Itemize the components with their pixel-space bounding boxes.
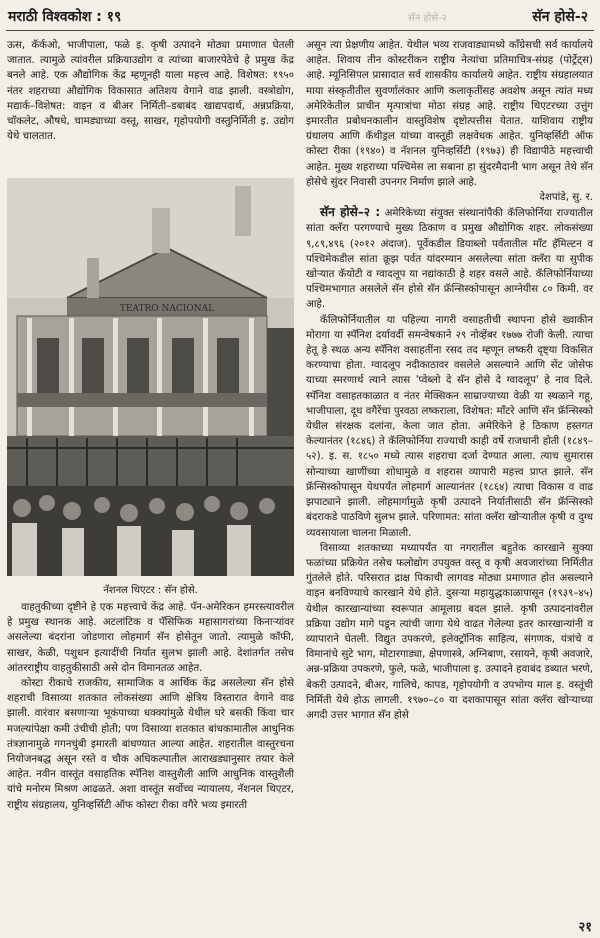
svg-text:TEATRO NACIONAL: TEATRO NACIONAL (119, 304, 215, 314)
paragraph: कॅलिफोर्नियातील या पहिल्या नागरी वसाहतीची स्थापना होसे ख्वाकीन मोरागा या स्पॅनिश दर्यावर्दी समन्वेषकाने २९ नोव्हेंबर १७७७ रोजी केली. त्याचा हेतू हे स्थळ अन्य स्पॅनिश वसाहतींना रसद तद म्हणून लष्करी दृष्ट्या विकसित करण्याचा होता. ग्वादलूप नदीकाठावर वसलेले असल्याने आणि सेंट जोसेफ याच्या स्मरणार्थ त्याने त्यास 'प्वेब्लो दे सॅन होसे दे ग्वादलूप' हे नाव दिले. स्पॅनिश वसाहतकाळात व नंतर मेक्सिकन साम्राज्याच्या वेळी या स्थळाने गहू, भाजीपाला, दूध वगैरेंचा पुरवठा लष्कराला, विशेषत: माँटरे आणि सॅन फ्रॅन्सिस्को येथील संरक्षक दलांना, केला जात होता. अमेरिकेने हे ठिकाण हस्तगत केल्यानंतर (१८४६) ते कॅलिफोर्निया राज्याची काही वर्षे राजधानी होती (१८४९–५२). इ. स. १८५० मध्ये त्यास शहराचा दर्जा देण्यात आला. त्याच सुमारास सोन्याच्या खाणींच्या शोधामुळे व शहरास व्यापारी महत्त्व प्राप्त झाले. सॅन फ्रॅन्सिस्कोपासून येथपर्यंत लोहमार्ग आल्यानंतर (१८६४) त्याचा विकास व वाढ झपाट्याने झाली. लोहमार्गामुळे कृषी उत्पादने निर्यातीसाठी सॅन फ्रॅन्सिस्को बंदराकडे पाठविणे सुलभ झाले. परिणामत: सांता क्लॅरा खोऱ्यातील कृषी व दुग्ध व्यवसायाला चालना मिळाली. (306, 314, 593, 539)
paragraph: वाहतुकीच्या दृष्टीने हे एक महत्त्वाचे केंद्र आहे. पॅन-अमेरिकन हमरस्त्यावरील हे प्रमुख स्थानक आहे. अटलांटिक व पॅसिफिक महासागरांच्या किनाऱ्यांवर असलेल्या बंदरांना जोडणारा लोहमार्ग सॅन होसेतून जातो. त्यामुळे कॉफी, साखर, केळी, पशुधन इत्यादींची निर्यात सुलभ झाली आहे. देशांतर्गत तसेच आंतरराष्ट्रीय वाहतुकीसाठी असे दोन विमानतळ आहेत. (7, 602, 294, 674)
paragraph: विसाव्या शतकाच्या मध्यापर्यंत या नगरातील बहुतेक कारखाने सुक्या फळांच्या प्रक्रियेत तसेच फलोद्योग उपयुक्त वस्तू व कृषी अवजारांच्या निर्मितीत गुंतलेले होते. परिसरात द्राक्ष पिकाची लागवड मोठ्या प्रमाणात होत असल्याने वाइन बनविण्याचे कारखाने येथे होते. दुसऱ्या महायुद्धकाळापासून (१९३९–४५) येथील कारखान्यांच्या स्वरूपात आमूलाग्र बदल झाले. कृषी उत्पादनांवरील प्रक्रिया उद्योग मागे पडून त्यांची जागा येथे वाढत गेलेल्या इतर कारखान्यांनी व व्यापाराने घेतली. विद्युत उपकरणे, इलेक्ट्रॉनिक साहित्य, संगणक, यंत्रांचे व विमानांचे सुटे भाग, मोटारगाड्या, क्षेपणास्त्रे, अग्निबाण, रसायने, कृषी अवजारे, अन्न-प्रक्रिया उपकरणे, फुले, फळे, भाजीपाला इ. उत्पादने हवाबंद डब्यात भरणे, बेकरी उत्पादने, बीअर, गालिचे, कापड, गृहोपयोगी व उपभोग्य माल इ. वस्तूंची निर्मिती येथे होऊ लागली. १९७०–८० या दशकापासून सांता क्लॅरा खोऱ्याच्या अगदी उत्तर भागात सॅन होसे (306, 542, 593, 721)
paragraph: कोस्टा रीकाचे राजकीय, सामाजिक व आर्थिक केंद्र असलेल्या सॅन होसे शहराची विसाव्या शतकात लोकसंख्या आणि क्षेत्रिय विस्तारात वेगाने वाढ झाली. वारंवार बसणाऱ्या भूकंपाच्या धक्क्यांमुळे येथील घरे बसकी किंवा चार मजल्यांपेक्षा कमी उंचीची होती; पण विसाव्या शतकात बांधकामातील आधुनिक तंत्रज्ञानामुळे गगनचुंबी इमारती बांधण्यात आल्या आहेत. शहरातील वास्तुरचना नियोजनबद्ध असून रस्ते व चौक अधिकल्पातील आराखड्यानुसार तयार केले आहेत. नवीन वास्तूंत वसाहतिक स्पॅनिश वास्तुशैली आणि आधुनिक वास्तुशैली यांचे मनोरम मिश्रण आढळते. अशा वास्तूंत सर्वोच्च न्यायालय, नॅशनल थिएटर, राष्ट्रीय संग्रहालय, युनिव्हर्सिटी ऑफ कोस्टा रीका वगैरे भव्य इमारती (7, 678, 294, 811)
entry-text: अमेरिकेच्या संयुक्त संस्थानांपैकी कॅलिफोर्निया राज्यातील सांता क्लॅरा परगण्याचे मुख्य ठिकाण व प्रमुख औद्योगिक शहर. लोकसंख्या ९,८९,४९६ (२०१२ अंदाज). पूर्वेकडील डियाब्लो पर्वतातील माँट हॅमिल्टन व पश्चिमेकडील सांता क्रूझ पर्वत यांदरम्यान असलेल्या सांता क्लॅरा या सुपीक खोऱ्यात कॅयोटी व ग्वादलूप या नद्यांकाठी हे शहर वसले आहे. कॅलिफोर्नियाच्या पश्चिमभागात असलेले सॅन होसे सॅन फ्रॅन्सिस्कोपासून आग्नेयीस ८० किमी. वर आहे. (306, 208, 593, 311)
entry-paragraph (306, 205, 593, 312)
national-theatre-photo (7, 178, 294, 576)
book-title: मराठी विश्वकोश : १९ (8, 9, 122, 25)
author-signature: देशपांडे, सु. र. (539, 192, 593, 204)
entry-running-head: सॅन होसे-२ (532, 9, 588, 25)
page-number: २१ (578, 920, 592, 935)
photo-caption: नॅशनल थिएटर : सॅन होसे. (103, 585, 198, 596)
bleed-through-text: सॅन होसे-२ (408, 13, 447, 24)
right-column (306, 38, 593, 723)
paragraph: असून त्या प्रेक्षणीय आहेत. येथील भव्य राजवाड्यामध्ये काँग्रेसची सर्व कार्यालये आहेत. शिवाय तीन कोस्टरीकन राष्ट्रीय नेत्यांचा प्रतिमाचित्र-संग्रह (पोर्ट्रेट्स) आहे. म्यूनिसिपल प्रासादात सर्व शासकीय कार्यालये आहेत. राष्ट्रीय संग्रहालयात माया संस्कृतीतील सुवर्णालंकार आणि कलाकृतींसह अवशेष असून त्यांत मध्य अमेरिकेतील प्राचीन मृत्पात्रांचा मोठा संग्रह आहे. राष्ट्रीय थिएटरच्या उत्तुंग इमारतीत प्रबोधनकालीन वास्तुविशेष दृष्टोत्पत्तीस येतात. याशिवाय राष्ट्रीय ग्रंथालय आणि कॅथीड्रल यांच्या वास्तूही लक्षवेधक आहेत. युनिव्हर्सिटी ऑफ कोस्टा रीका (१९४०) व नॅशनल युनिव्हर्सिटी (१९७३) ही विद्यापीठे महत्त्वाची आहेत. मुख्य शहराच्या पश्चिमेस ला सबाना हा सुंदरमैदानी भाग असून तेथे सॅन होसेचे सुंदर निवासी उपनगर निर्माण झाले आहे. (306, 40, 593, 188)
left-column-top (7, 38, 294, 144)
paragraph: ऊस, कॅर्कओ, भाजीपाला, फळे इ. कृषी उत्पादने मोठ्या प्रमाणात घेतली जातात. त्यामुळे त्यांवरील प्रक्रियाउद्योग व त्यांच्या बाजारपेठेचे हे प्रमुख केंद्र बनले आहे. एक औद्योगिक केंद्र म्हणूनही याला महत्त्व आहे. विशेषत: १९५० नंतर शहराच्या औद्योगिक विकासात अतिशय वेगाने वाढ झाली. वस्त्रोद्योग, मद्यार्क–विशेषत: वाइन व बीअर निर्मिती–डबाबंद खाद्यपदार्थ, अन्नप्रक्रिया, चॉकलेट, औषधे, चामड्याच्या वस्तू, साखर, गृहोपयोगी वस्तुनिर्मिती इ. उद्योग येथे चालतात. (7, 40, 294, 143)
left-column-bottom (7, 600, 294, 813)
entry-title: सॅन होसे–२ : (320, 205, 381, 220)
theatre-illustration (7, 178, 294, 576)
page-header (6, 4, 594, 31)
